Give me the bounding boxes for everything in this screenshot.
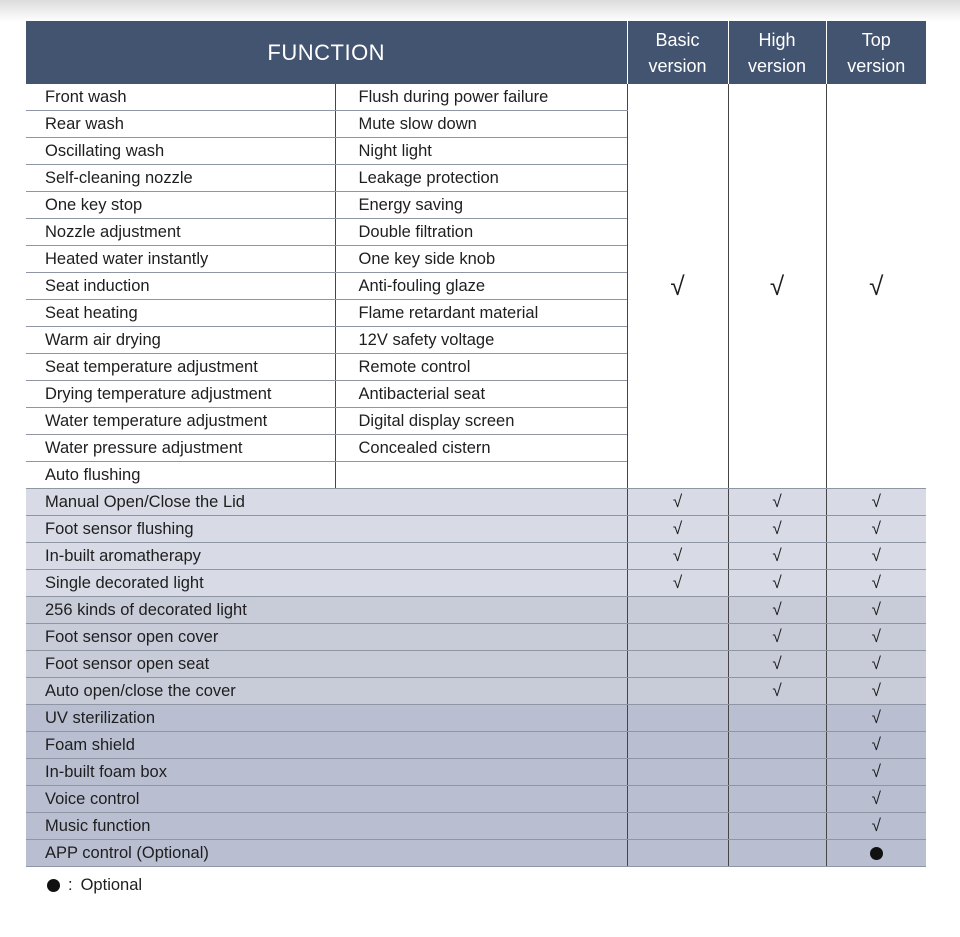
basic-check <box>627 813 728 840</box>
top-common-check: √ <box>826 84 926 489</box>
feature-name: One key side knob <box>335 246 627 273</box>
feature-name: Anti-fouling glaze <box>335 273 627 300</box>
tier-feature-row <box>26 732 926 759</box>
feature-name <box>335 462 627 489</box>
high-check: √ <box>728 543 826 570</box>
top-check: √ <box>826 705 926 732</box>
tier-feature-row <box>26 813 926 840</box>
basic-check <box>627 705 728 732</box>
tier-feature-row <box>26 840 926 867</box>
feature-name: Digital display screen <box>335 408 627 435</box>
feature-name: Remote control <box>335 354 627 381</box>
feature-name: Seat induction <box>26 273 335 300</box>
basic-version-header: Basic version <box>627 21 728 84</box>
tier-feature-row <box>26 705 926 732</box>
tier-feature-row <box>26 516 926 543</box>
feature-name: Flush during power failure <box>335 84 627 111</box>
high-check: √ <box>728 651 826 678</box>
basic-check: √ <box>627 570 728 597</box>
tier-feature-row <box>26 759 926 786</box>
feature-name: Leakage protection <box>335 165 627 192</box>
footnote-colon: : <box>68 876 73 894</box>
top-check: √ <box>826 570 926 597</box>
high-check <box>728 732 826 759</box>
top-optional-mark <box>826 840 926 867</box>
tier-feature-row <box>26 786 926 813</box>
top-check: √ <box>826 624 926 651</box>
feature-name: Drying temperature adjustment <box>26 381 335 408</box>
high-check: √ <box>728 678 826 705</box>
feature-name: Mute slow down <box>335 111 627 138</box>
feature-name: Foam shield <box>26 732 627 759</box>
high-check <box>728 759 826 786</box>
feature-name: Rear wash <box>26 111 335 138</box>
common-feature-row <box>26 84 926 111</box>
high-check <box>728 813 826 840</box>
feature-name: Single decorated light <box>26 570 627 597</box>
basic-check: √ <box>627 516 728 543</box>
top-check: √ <box>826 678 926 705</box>
feature-name: Oscillating wash <box>26 138 335 165</box>
basic-check: √ <box>627 543 728 570</box>
high-common-check: √ <box>728 84 826 489</box>
tier-feature-row <box>26 543 926 570</box>
top-check: √ <box>826 732 926 759</box>
footnote-text: Optional <box>80 876 143 894</box>
top-version-header: Top version <box>826 21 926 84</box>
top-check: √ <box>826 489 926 516</box>
feature-name: Auto open/close the cover <box>26 678 627 705</box>
feature-name: UV sterilization <box>26 705 627 732</box>
high-version-header: High version <box>728 21 826 84</box>
feature-name: Music function <box>26 813 627 840</box>
basic-check <box>627 678 728 705</box>
feature-name: Concealed cistern <box>335 435 627 462</box>
feature-name: Flame retardant material <box>335 300 627 327</box>
footnote <box>47 876 142 895</box>
basic-check <box>627 651 728 678</box>
basic-common-check: √ <box>627 84 728 489</box>
top-check: √ <box>826 543 926 570</box>
feature-name: Energy saving <box>335 192 627 219</box>
basic-check <box>627 624 728 651</box>
feature-name: In-built foam box <box>26 759 627 786</box>
feature-name: Self-cleaning nozzle <box>26 165 335 192</box>
feature-name: Front wash <box>26 84 335 111</box>
tier-feature-row <box>26 489 926 516</box>
optional-dot-icon <box>47 879 60 892</box>
feature-name: Manual Open/Close the Lid <box>26 489 627 516</box>
function-header: FUNCTION <box>26 21 627 84</box>
feature-name: Warm air drying <box>26 327 335 354</box>
high-check: √ <box>728 516 826 543</box>
feature-name: Auto flushing <box>26 462 335 489</box>
feature-name: Foot sensor open cover <box>26 624 627 651</box>
top-check: √ <box>826 516 926 543</box>
top-check: √ <box>826 786 926 813</box>
feature-name: Foot sensor open seat <box>26 651 627 678</box>
feature-name: Nozzle adjustment <box>26 219 335 246</box>
high-check: √ <box>728 489 826 516</box>
basic-check <box>627 840 728 867</box>
top-check: √ <box>826 651 926 678</box>
top-check: √ <box>826 597 926 624</box>
feature-name: Antibacterial seat <box>335 381 627 408</box>
feature-name: Water pressure adjustment <box>26 435 335 462</box>
high-check <box>728 705 826 732</box>
feature-name: Heated water instantly <box>26 246 335 273</box>
feature-name: Night light <box>335 138 627 165</box>
high-check: √ <box>728 624 826 651</box>
basic-check <box>627 786 728 813</box>
feature-name: Seat temperature adjustment <box>26 354 335 381</box>
table-header-row <box>26 21 926 84</box>
high-check: √ <box>728 597 826 624</box>
top-check: √ <box>826 813 926 840</box>
basic-check <box>627 597 728 624</box>
basic-check: √ <box>627 489 728 516</box>
high-check: √ <box>728 570 826 597</box>
high-check <box>728 840 826 867</box>
feature-name: Double filtration <box>335 219 627 246</box>
high-check <box>728 786 826 813</box>
feature-name: Foot sensor flushing <box>26 516 627 543</box>
feature-name: Water temperature adjustment <box>26 408 335 435</box>
feature-name: 256 kinds of decorated light <box>26 597 627 624</box>
feature-name: 12V safety voltage <box>335 327 627 354</box>
feature-name: Voice control <box>26 786 627 813</box>
basic-check <box>627 759 728 786</box>
top-check: √ <box>826 759 926 786</box>
function-comparison-table <box>26 21 926 867</box>
tier-feature-row <box>26 678 926 705</box>
feature-name: In-built aromatherapy <box>26 543 627 570</box>
feature-name: Seat heating <box>26 300 335 327</box>
basic-check <box>627 732 728 759</box>
tier-feature-row <box>26 651 926 678</box>
feature-name: One key stop <box>26 192 335 219</box>
optional-dot-icon <box>870 847 883 860</box>
tier-feature-row <box>26 570 926 597</box>
feature-name: APP control (Optional) <box>26 840 627 867</box>
tier-feature-row <box>26 624 926 651</box>
tier-feature-row <box>26 597 926 624</box>
